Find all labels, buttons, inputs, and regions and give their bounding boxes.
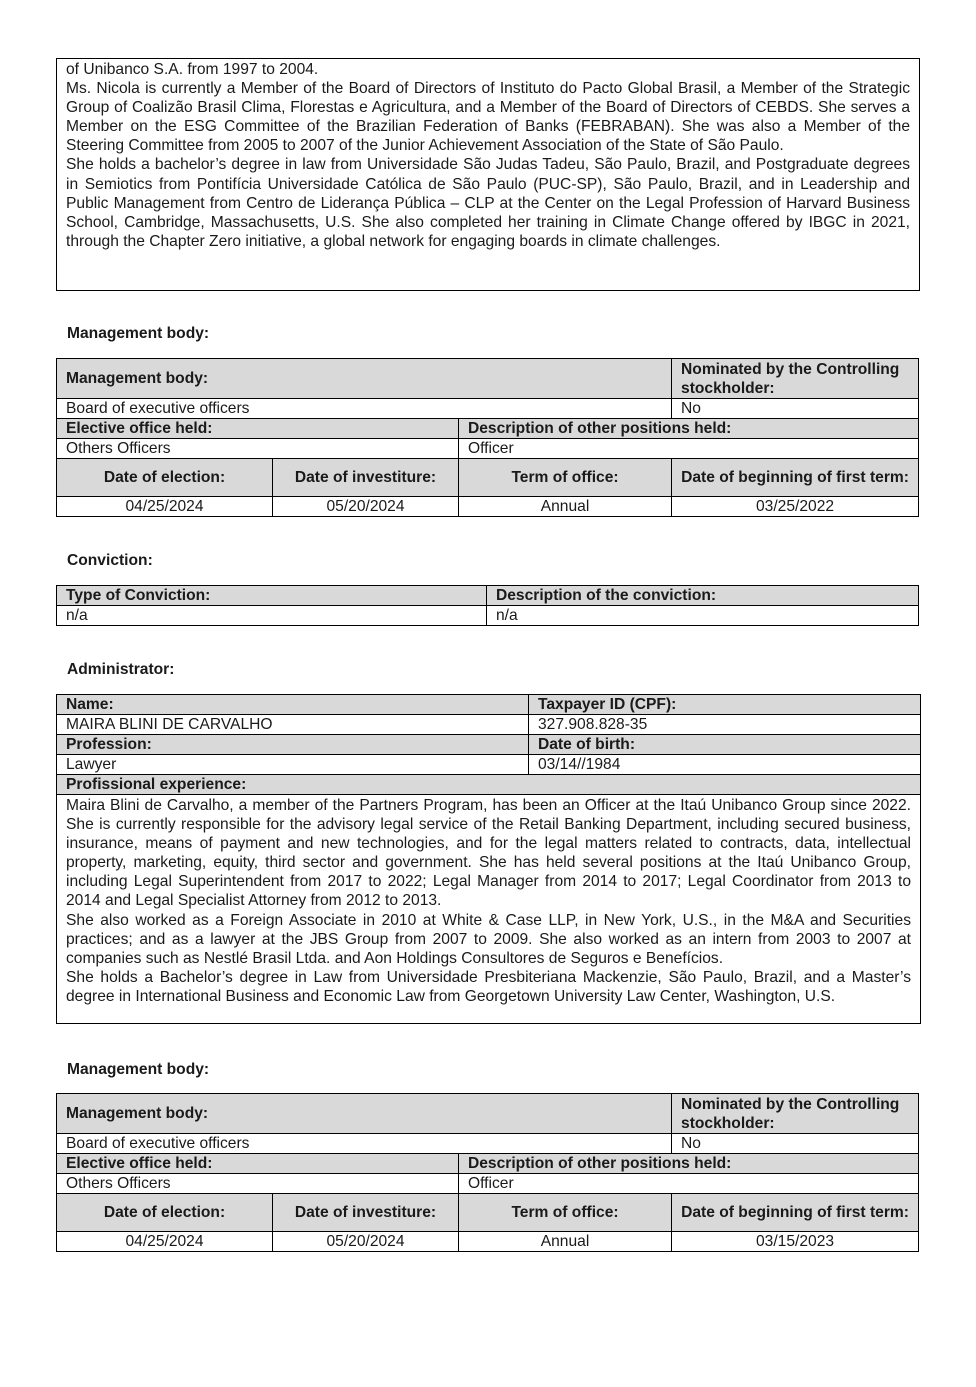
date-election-value: 04/25/2024 bbox=[57, 497, 273, 517]
conviction-description-label: Description of the conviction: bbox=[487, 586, 919, 606]
management-body-value: Board of executive officers bbox=[57, 399, 672, 419]
date-investiture-label: Date of investiture: bbox=[273, 1194, 459, 1232]
experience-paragraph: She holds a Bachelor’s degree in Law from Universidade Presbiteriana Mackenzie, São Paulo, Brazil, and a Master’s degree in International Business and Economic Law from Georgetown University Law Center, Washington, U.S. bbox=[66, 968, 911, 1005]
experience-text bbox=[57, 795, 921, 1024]
section-title-conviction: Conviction: bbox=[67, 552, 153, 569]
nominated-label: Nominated by the Controlling stockholder: bbox=[672, 359, 919, 399]
date-investiture-value: 05/20/2024 bbox=[273, 1232, 459, 1252]
section-title-management-body: Management body: bbox=[67, 1061, 210, 1078]
term-label: Term of office: bbox=[459, 1194, 672, 1232]
conviction-type-label: Type of Conviction: bbox=[57, 586, 487, 606]
first-term-label: Date of beginning of first term: bbox=[672, 1194, 919, 1232]
management-body-value: Board of executive officers bbox=[57, 1134, 672, 1154]
term-value: Annual bbox=[459, 497, 672, 517]
conviction-table bbox=[56, 585, 918, 626]
name-value: MAIRA BLINI DE CARVALHO bbox=[57, 715, 529, 735]
profession-value: Lawyer bbox=[57, 755, 529, 775]
term-value: Annual bbox=[459, 1232, 672, 1252]
bio-paragraph: Ms. Nicola is currently a Member of the Board of Directors of Instituto do Pacto Global Brasil, a Member of the Strategic Group of Coalizão Brasil Clima, Florestas e Agricultura, and a Member of the Board of Directors of CEBDS. She serves a Member on the ESG Committee of the Brazilian Federation of Banks (FEBRABAN). She was also a Member of the Steering Committee from 2005 to 2007 of the Junior Achievement Association of the State of São Paulo. bbox=[66, 80, 910, 155]
conviction-type-value: n/a bbox=[57, 606, 487, 626]
management-body-table bbox=[56, 1093, 918, 1252]
section-title-administrator: Administrator: bbox=[67, 661, 175, 678]
other-positions-value: Officer bbox=[459, 439, 919, 459]
date-election-label: Date of election: bbox=[57, 1194, 273, 1232]
elective-office-label: Elective office held: bbox=[57, 419, 459, 439]
elective-office-value: Others Officers bbox=[57, 1174, 459, 1194]
date-investiture-value: 05/20/2024 bbox=[273, 497, 459, 517]
date-election-label: Date of election: bbox=[57, 459, 273, 497]
date-investiture-label: Date of investiture: bbox=[273, 459, 459, 497]
nominated-value: No bbox=[672, 399, 919, 419]
name-label: Name: bbox=[57, 695, 529, 715]
first-term-value: 03/25/2022 bbox=[672, 497, 919, 517]
nominated-label: Nominated by the Controlling stockholder: bbox=[672, 1094, 919, 1134]
elective-office-label: Elective office held: bbox=[57, 1154, 459, 1174]
section-title-management-body: Management body: bbox=[67, 325, 210, 342]
term-label: Term of office: bbox=[459, 459, 672, 497]
experience-label: Profissional experience: bbox=[57, 775, 921, 795]
elective-office-value: Others Officers bbox=[57, 439, 459, 459]
administrator-table bbox=[56, 694, 920, 1024]
bio-paragraph: of Unibanco S.A. from 1997 to 2004. bbox=[66, 61, 319, 78]
management-body-table bbox=[56, 358, 918, 517]
other-positions-value: Officer bbox=[459, 1174, 919, 1194]
management-body-label: Management body: bbox=[57, 1094, 672, 1134]
birth-label: Date of birth: bbox=[529, 735, 921, 755]
cpf-value: 327.908.828-35 bbox=[529, 715, 921, 735]
bio-paragraph: She holds a bachelor’s degree in law from Universidade São Judas Tadeu, São Paulo, Brazil, and Postgraduate degrees in Semiotics from Pontifícia Universidade Católica de São Paulo (PUC-SP), São Paulo, Brazil, and in Leadership and Public Management from Centro de Liderança Pública – CLP at the Center on the Legal Profession of Harvard Business School, Cambridge, Massachusetts, U.S. She also completed her training in Climate Change offered by IBGC in 2021, through the Chapter Zero initiative, a global network for engaging boards in climate challenges. bbox=[66, 156, 910, 250]
experience-paragraph: She also worked as a Foreign Associate in 2010 at White & Case LLP, in New York, U.S., in the M&A and Securities practices; and as a lawyer at the JBS Group from 2007 to 2009. She also worked as an intern from 2003 to 2007 at companies such as Nestlé Brasil Ltda. and Aon Holdings Consultores de Seguros e Benefícios. bbox=[66, 911, 911, 967]
date-election-value: 04/25/2024 bbox=[57, 1232, 273, 1252]
management-body-label: Management body: bbox=[57, 359, 672, 399]
cpf-label: Taxpayer ID (CPF): bbox=[529, 695, 921, 715]
first-term-label: Date of beginning of first term: bbox=[672, 459, 919, 497]
profession-label: Profession: bbox=[57, 735, 529, 755]
conviction-description-value: n/a bbox=[487, 606, 919, 626]
experience-paragraph: Maira Blini de Carvalho, a member of the Partners Program, has been an Officer at the Itaú Unibanco Group since 2022. She is currently responsible for the advisory legal service of the Retail Banking Department, including secured business, insurance, means of payment and new technologies, and for the legal matters related to contracts, data, intellectual property, marketing, equity, third sector and government. She has held several positions at the Itaú Unibanco Group, including Legal Superintendent from 2017 to 2022; Legal Manager from 2014 to 2017; Legal Coordinator from 2013 to 2014 and Legal Specialist Attorney from 2012 to 2013. bbox=[66, 797, 911, 910]
nominated-value: No bbox=[672, 1134, 919, 1154]
previous-bio-continuation bbox=[56, 58, 920, 291]
other-positions-label: Description of other positions held: bbox=[459, 419, 919, 439]
birth-value: 03/14//1984 bbox=[529, 755, 921, 775]
other-positions-label: Description of other positions held: bbox=[459, 1154, 919, 1174]
first-term-value: 03/15/2023 bbox=[672, 1232, 919, 1252]
